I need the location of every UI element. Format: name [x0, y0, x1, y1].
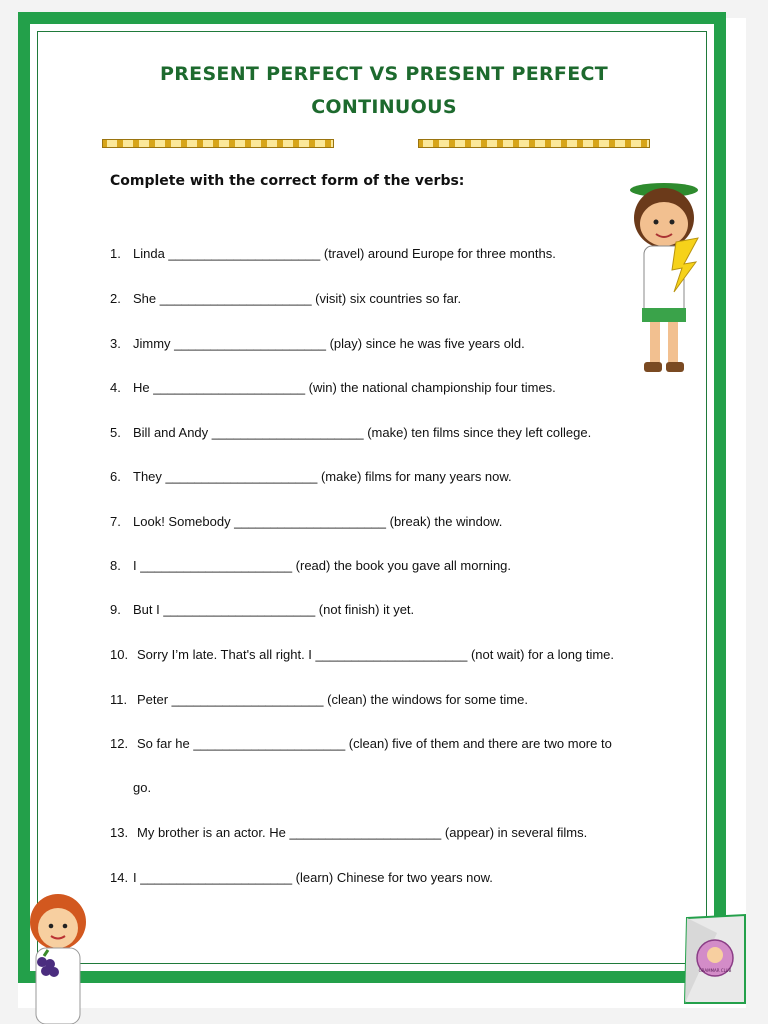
- exercise-item-6: 6. They _____________________ (make) films for many years now.: [110, 469, 512, 484]
- exercise-item-8: 8. I _____________________ (read) the book you gave all morning.: [110, 558, 512, 573]
- greek-key-divider-right: [418, 139, 650, 148]
- exercise-item-14: 14. I _____________________ (learn) Chinese for two years now.: [110, 870, 493, 885]
- exercise-item-13: 13. My brother is an actor. He _____________________ (appear) in several films.: [110, 825, 588, 840]
- page-title-line1: PRESENT PERFECT VS PRESENT PERFECT: [160, 63, 608, 85]
- exercise-item-2: 2. She _____________________ (visit) six countries so far.: [110, 291, 462, 306]
- page-curl-badge: [677, 913, 747, 1008]
- exercise-item-1: 1. Linda _____________________ (travel) around Europe for three months.: [110, 246, 556, 261]
- greek-boy-illustration: [616, 180, 712, 390]
- greek-girl-illustration: [14, 892, 104, 1024]
- exercise-item-3: 3. Jimmy _____________________ (play) since he was five years old.: [110, 336, 525, 351]
- exercise-item-4: 4. He _____________________ (win) the national championship four times.: [110, 380, 556, 395]
- exercise-item-12-continuation: go.: [133, 780, 152, 795]
- instructions: Complete with the correct form of the verbs:: [110, 173, 465, 189]
- page-title-line2: CONTINUOUS: [311, 96, 457, 118]
- exercise-item-11: 11. Peter _____________________ (clean) the windows for some time.: [110, 692, 528, 707]
- exercise-item-5: 5. Bill and Andy _____________________ (make) ten films since they left college.: [110, 425, 592, 440]
- exercise-item-9: 9. But I _____________________ (not finish) it yet.: [110, 602, 415, 617]
- exercise-item-12: 12. So far he _____________________ (clean) five of them and there are two more to: [110, 736, 612, 751]
- exercise-item-7: 7. Look! Somebody _____________________ (break) the window.: [110, 514, 503, 529]
- greek-key-divider-left: [102, 139, 334, 148]
- badge-text: GRAMMAR CLUB: [698, 968, 732, 973]
- exercise-item-10: 10. Sorry I’m late. That's all right. I _____________________ (not wait) for a long time.: [110, 647, 615, 662]
